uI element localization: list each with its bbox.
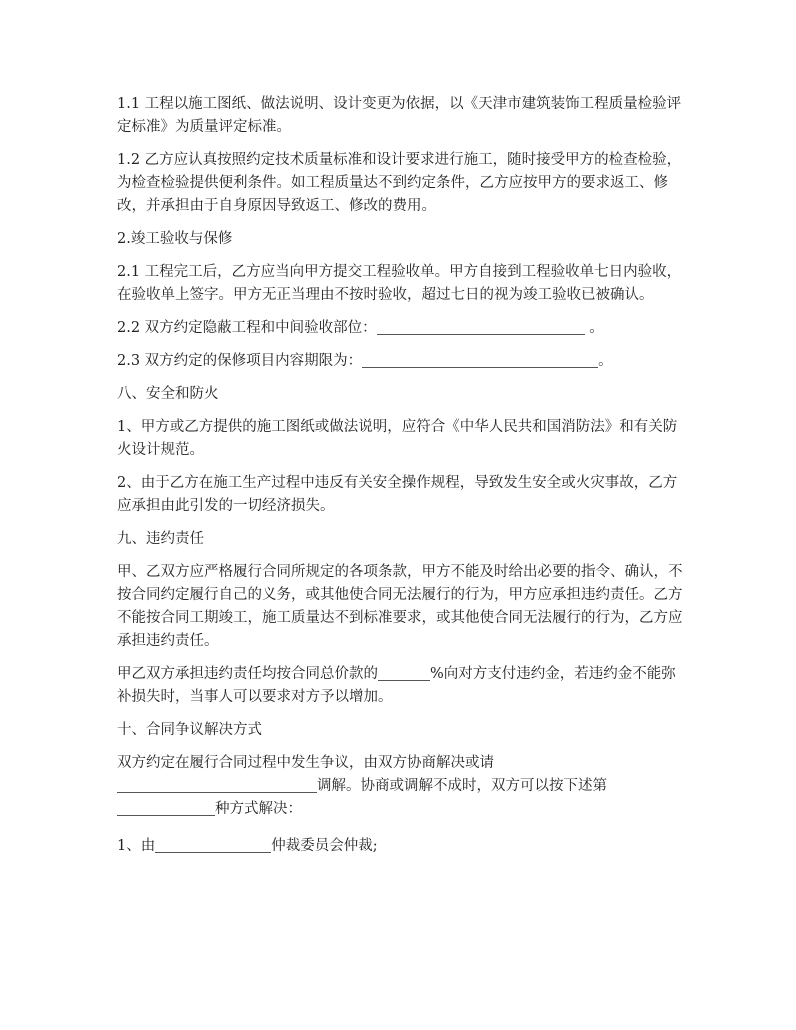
document-body [117,93,687,868]
fill-blank-penalty-percent [378,664,430,681]
section-heading-2: 2.竣工验收与保修 [117,231,233,247]
arbitration-clause [117,835,687,858]
dispute-line-1: 双方约定在履行合同过程中发生争议，由双方协商解决或请 [117,755,494,771]
fill-blank-method-number [117,799,215,816]
arbitration-text-b: 仲裁委员会仲裁; [271,838,378,854]
dispute-line-3-text: 种方式解决： [215,801,302,817]
clause-2-1: 2.1 工程完工后，乙方应当向甲方提交工程验收单。甲方自接到工程验收单七日内验收，在验收单上签字。甲方无正当理由不按时验收，超过七日的视为竣工验收已被确认。 [117,264,682,303]
section-heading-9: 九、违约责任 [117,531,204,547]
fill-blank-warranty-period [362,351,598,368]
penalty-clause [117,663,687,709]
clause-2-2-text: 2.2 双方约定隐蔽工程和中间验收部位： [117,320,377,336]
clause-2-3-text: 2.3 双方约定的保修项目内容期限为： [117,353,363,369]
section-heading-8: 八、安全和防火 [117,386,219,402]
penalty-clause-text-a: 甲乙双方承担违约责任均按合同总价款的 [117,666,378,682]
arbitration-text-a: 1、由 [117,838,156,854]
clause-2-3 [117,350,687,373]
dispute-line-3 [117,798,687,821]
fill-blank-hidden-works [377,318,585,335]
safety-clause-1: 1、甲方或乙方提供的施工图纸或做法说明，应符合《中华人民共和国消防法》和有关防火设计规范。 [117,419,678,458]
clause-2-3-end: 。 [598,353,613,369]
penalty-clause-text-b: %向对方支付违约金，若违约金不能弥补损失时，当事人可以要求对方予以增加。 [117,666,676,705]
breach-clause: 甲、乙双方应严格履行合同所规定的各项条款，甲方不能及时给出必要的指令、确认，不按合同约定履行自己的义务，或其他使合同无法履行的行为，甲方应承担违约责任。乙方不能按合同工期竣工，施工质量达不到标准要求，或其他使合同无法履行的行为，乙方应承担违约责任。 [117,564,683,649]
dispute-line-2 [117,775,687,798]
fill-blank-mediator [117,776,317,793]
section-heading-10: 十、合同争议解决方式 [117,722,262,738]
clause-2-2-end: 。 [589,320,604,336]
dispute-clause [117,752,687,821]
fill-blank-arbitration-committee [155,836,271,853]
clause-1-1: 1.1 工程以施工图纸、做法说明、设计变更为依据，以《天津市建筑装饰工程质量检验评定标准》为质量评定标准。 [117,96,682,135]
clause-2-2 [117,317,687,340]
dispute-line-2-text: 调解。协商或调解不成时，双方可以按下述第 [317,778,607,794]
clause-1-2: 1.2 乙方应认真按照约定技术质量标准和设计要求进行施工，随时接受甲方的检查检验，为检查检验提供便利条件。如工程质量达不到约定条件，乙方应按甲方的要求返工、修改，并承担由于自身原因导致返工、修改的费用。 [117,152,682,214]
safety-clause-2: 2、由于乙方在施工生产过程中违反有关安全操作规程，导致发生安全或火灾事故，乙方应承担由此引发的一切经济损失。 [117,475,678,514]
